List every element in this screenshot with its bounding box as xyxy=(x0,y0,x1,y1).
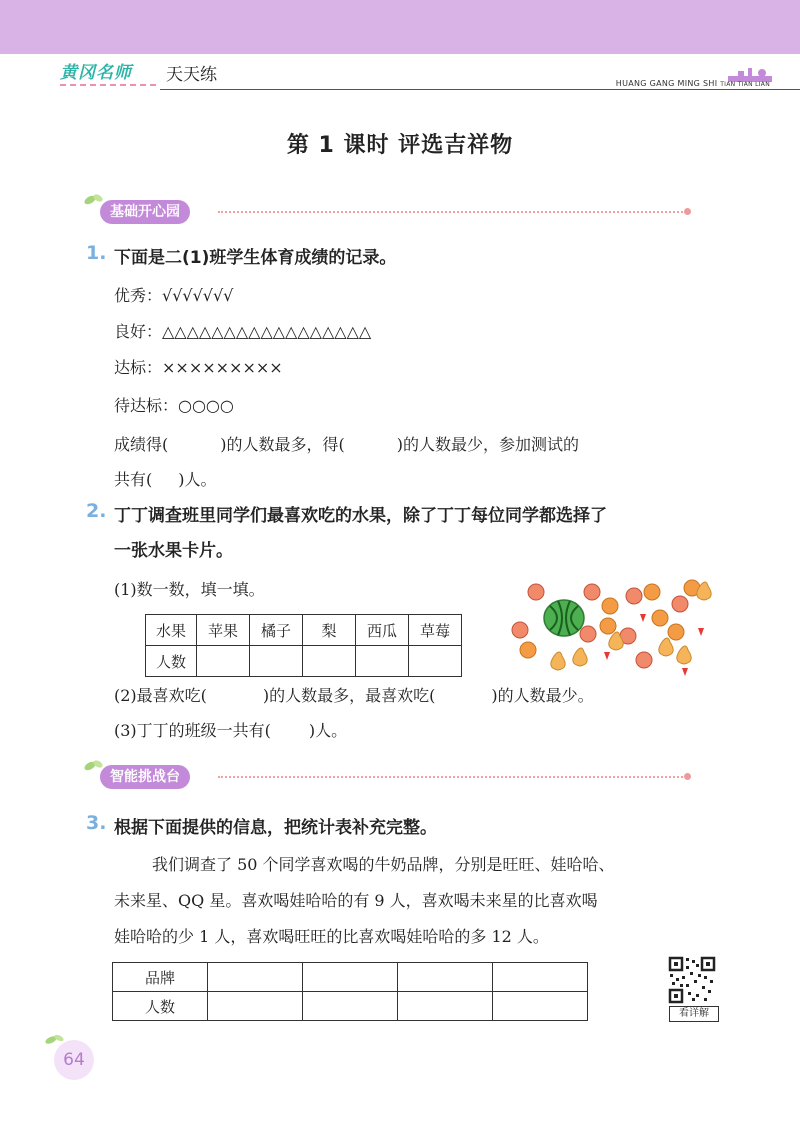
table-cell: 水果 xyxy=(146,615,197,646)
milk-table-count-row xyxy=(113,992,588,1021)
fill-text: (3)丁丁的班级一共有( xyxy=(114,721,271,740)
fruit-cards-illustration xyxy=(500,572,730,676)
question-1-fill-line2 xyxy=(114,467,217,490)
fruit-table-header-row xyxy=(146,615,462,646)
fill-text: (2)最喜欢吃( xyxy=(114,686,207,705)
section-challenge-badge: 智能挑战台 xyxy=(100,765,190,789)
section-divider xyxy=(218,776,683,778)
fill-text: )的人数最少，参加测试的 xyxy=(396,435,579,454)
question-1-number: 1. xyxy=(86,242,107,264)
section-divider-end xyxy=(684,208,691,215)
header-pinyin: HUANG GANG MING SHI TIAN TIAN LIAN xyxy=(615,79,770,88)
answer-cell-apple[interactable] xyxy=(197,646,250,677)
question-3-para-line1: 我们调查了 50 个同学喜欢喝的牛奶品牌，分别是旺旺、娃哈哈、 xyxy=(152,855,615,874)
answer-cell-brand-4[interactable] xyxy=(493,963,588,992)
answer-cell-orange[interactable] xyxy=(250,646,303,677)
fill-text: )的人数最多，得( xyxy=(220,435,345,454)
question-3-number: 3. xyxy=(86,812,107,834)
question-1-text: 下面是二(1)班学生体育成绩的记录。 xyxy=(114,248,397,268)
qr-code-icon[interactable] xyxy=(668,956,716,1004)
table-cell: 梨 xyxy=(303,615,356,646)
table-cell: 苹果 xyxy=(197,615,250,646)
record-wait: 待达标：○○○○ xyxy=(114,396,234,415)
question-2-sub1: (1)数一数，填一填。 xyxy=(114,580,265,599)
table-cell: 人数 xyxy=(146,646,197,677)
milk-brand-table xyxy=(112,962,588,1021)
fill-text: )的人数最少。 xyxy=(491,686,594,705)
table-cell: 草莓 xyxy=(409,615,462,646)
answer-cell-brand-2[interactable] xyxy=(303,963,398,992)
record-excellent: 优秀：√√√√√√√ xyxy=(114,286,234,305)
section-divider-end xyxy=(684,773,691,780)
page-title: 第 1 课时 评选吉祥物 xyxy=(286,133,514,158)
table-cell: 品牌 xyxy=(113,963,208,992)
qr-label: 看详解 xyxy=(669,1006,719,1022)
answer-cell-count-2[interactable] xyxy=(303,992,398,1021)
fill-text: 成绩得( xyxy=(114,435,169,454)
answer-cell-brand-3[interactable] xyxy=(398,963,493,992)
watermelon-icon xyxy=(544,600,584,636)
fill-text: )的人数最多，最喜欢吃( xyxy=(262,686,436,705)
question-2-sub3 xyxy=(114,718,347,741)
fill-text: 共有( xyxy=(114,470,153,489)
question-3-para-line3: 娃哈哈的少 1 人，喜欢喝旺旺的比喜欢喝娃哈哈的多 12 人。 xyxy=(114,927,549,946)
question-2-text-line2: 一张水果卡片。 xyxy=(114,541,233,561)
question-2-sub2 xyxy=(114,683,594,706)
fruit-table xyxy=(145,614,462,677)
section-basic-badge: 基础开心园 xyxy=(100,200,190,224)
table-cell: 人数 xyxy=(113,992,208,1021)
answer-cell-count-4[interactable] xyxy=(493,992,588,1021)
fill-text: )人。 xyxy=(308,721,348,740)
answer-cell-strawberry[interactable] xyxy=(409,646,462,677)
question-1-fill-line1 xyxy=(114,432,579,455)
record-good: 良好：△△△△△△△△△△△△△△△△△ xyxy=(114,322,372,341)
question-2-text-line1: 丁丁调查班里同学们最喜欢吃的水果，除了丁丁每位同学都选择了 xyxy=(114,506,607,526)
brand-logo: 黄冈名师 xyxy=(60,63,132,83)
question-3-text: 根据下面提供的信息，把统计表补充完整。 xyxy=(114,818,437,838)
fruit-table-count-row xyxy=(146,646,462,677)
brand-underline xyxy=(60,84,156,86)
fill-text: )人。 xyxy=(178,470,217,489)
page-number: 64 xyxy=(54,1040,94,1080)
header-rule xyxy=(160,89,800,90)
answer-cell-watermelon[interactable] xyxy=(356,646,409,677)
answer-cell-count-3[interactable] xyxy=(398,992,493,1021)
answer-cell-count-1[interactable] xyxy=(208,992,303,1021)
answer-cell-brand-1[interactable] xyxy=(208,963,303,992)
table-cell: 橘子 xyxy=(250,615,303,646)
milk-table-brand-row xyxy=(113,963,588,992)
question-3-para-line2: 未来星、QQ 星。喜欢喝娃哈哈的有 9 人，喜欢喝未来星的比喜欢喝 xyxy=(114,891,598,910)
answer-cell-pear[interactable] xyxy=(303,646,356,677)
table-cell: 西瓜 xyxy=(356,615,409,646)
question-2-number: 2. xyxy=(86,500,107,522)
record-pass: 达标：××××××××× xyxy=(114,358,283,377)
series-title: 天天练 xyxy=(166,65,217,85)
section-divider xyxy=(218,211,683,213)
